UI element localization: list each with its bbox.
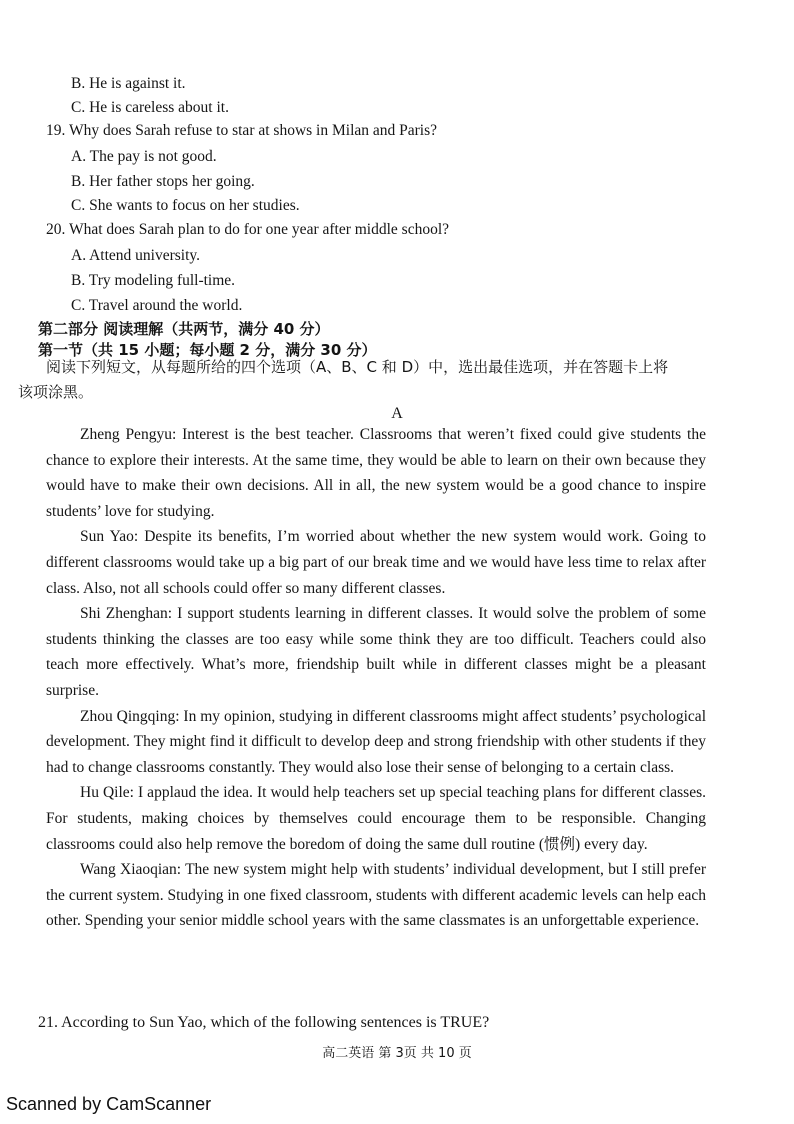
reading-instruction-line2: 该项涂黑。	[18, 383, 94, 401]
question-20: 20. What does Sarah plan to do for one year after middle school?	[46, 221, 450, 238]
question-19-option-b: B. Her father stops her going.	[71, 173, 255, 190]
question-20-option-c: C. Travel around the world.	[71, 297, 243, 314]
passage-label: A	[391, 405, 403, 422]
paragraph-zheng-pengyu: Zheng Pengyu: Interest is the best teacher. Classrooms that weren’t fixed could give students the chance to explore their interests. At the same time, they would be able to learn on their own because they would have to make their own decisions. All in all, the new system would be a good chance to inspire students’ love for studying.	[46, 426, 706, 520]
paragraph-zhou-qingqing: Zhou Qingqing: In my opinion, studying in different classrooms might affect students’ psychological development. They might find it difficult to develop deep and strong friendship with other students if they had to change classrooms constantly. They would also lose their sense of belonging to a certain class.	[46, 707, 706, 776]
question-20-option-b: B. Try modeling full-time.	[71, 272, 236, 289]
paragraph-wang-xiaoqian: Wang Xiaoqian: The new system might help with students’ individual development, but I still prefer the current system. Studying in one fixed classroom, students with different academic levels can help each other. Spending your senior middle school years with the same classmates is an unforgettable experience.	[46, 861, 706, 930]
question-20-option-a: A. Attend university.	[71, 247, 201, 264]
section-one-title: 第一节（共 15 小题；每小题 2 分，满分 30 分）	[38, 341, 377, 359]
part-two-title: 第二部分 阅读理解（共两节，满分 40 分）	[38, 320, 330, 338]
paragraph-sun-yao: Sun Yao: Despite its benefits, I’m worried about whether the new system would work. Going to different classrooms would take up a big part of our break time and we would have less time to relax after class. Also, not all schools could offer so many different classes.	[46, 528, 706, 597]
option-c-prev: C. He is careless about it.	[71, 99, 229, 116]
question-19-option-c: C. She wants to focus on her studies.	[71, 197, 300, 214]
paragraph-shi-zhenghan: Shi Zhenghan: I support students learning in different classes. It would solve the problem of some students thinking the classes are too easy while some think they are too difficult. Teachers could also teach more effectively. What’s more, friendship built while in different classes might be a pleasant surprise.	[46, 605, 706, 699]
question-21: 21. According to Sun Yao, which of the following sentences is TRUE?	[38, 1014, 490, 1031]
scanner-watermark: Scanned by CamScanner	[6, 1094, 212, 1114]
question-19: 19. Why does Sarah refuse to star at shows in Milan and Paris?	[46, 122, 438, 139]
paragraph-hu-qile: Hu Qile: I applaud the idea. It would help teachers set up special teaching plans for different classes. For students, making choices by themselves could encourage them to be responsible. Changing classrooms could also help remove the boredom of doing the same dull routine (惯例) every day.	[46, 784, 706, 853]
reading-instruction-line1: 阅读下列短文，从每题所给的四个选项（A、B、C 和 D）中，选出最佳选项，并在答题卡上将	[46, 358, 669, 376]
page-footer: 高二英语 第 3页 共 10 页	[322, 1046, 472, 1061]
option-b-prev: B. He is against it.	[71, 75, 186, 92]
question-19-option-a: A. The pay is not good.	[71, 148, 217, 165]
passage-body	[46, 422, 706, 934]
